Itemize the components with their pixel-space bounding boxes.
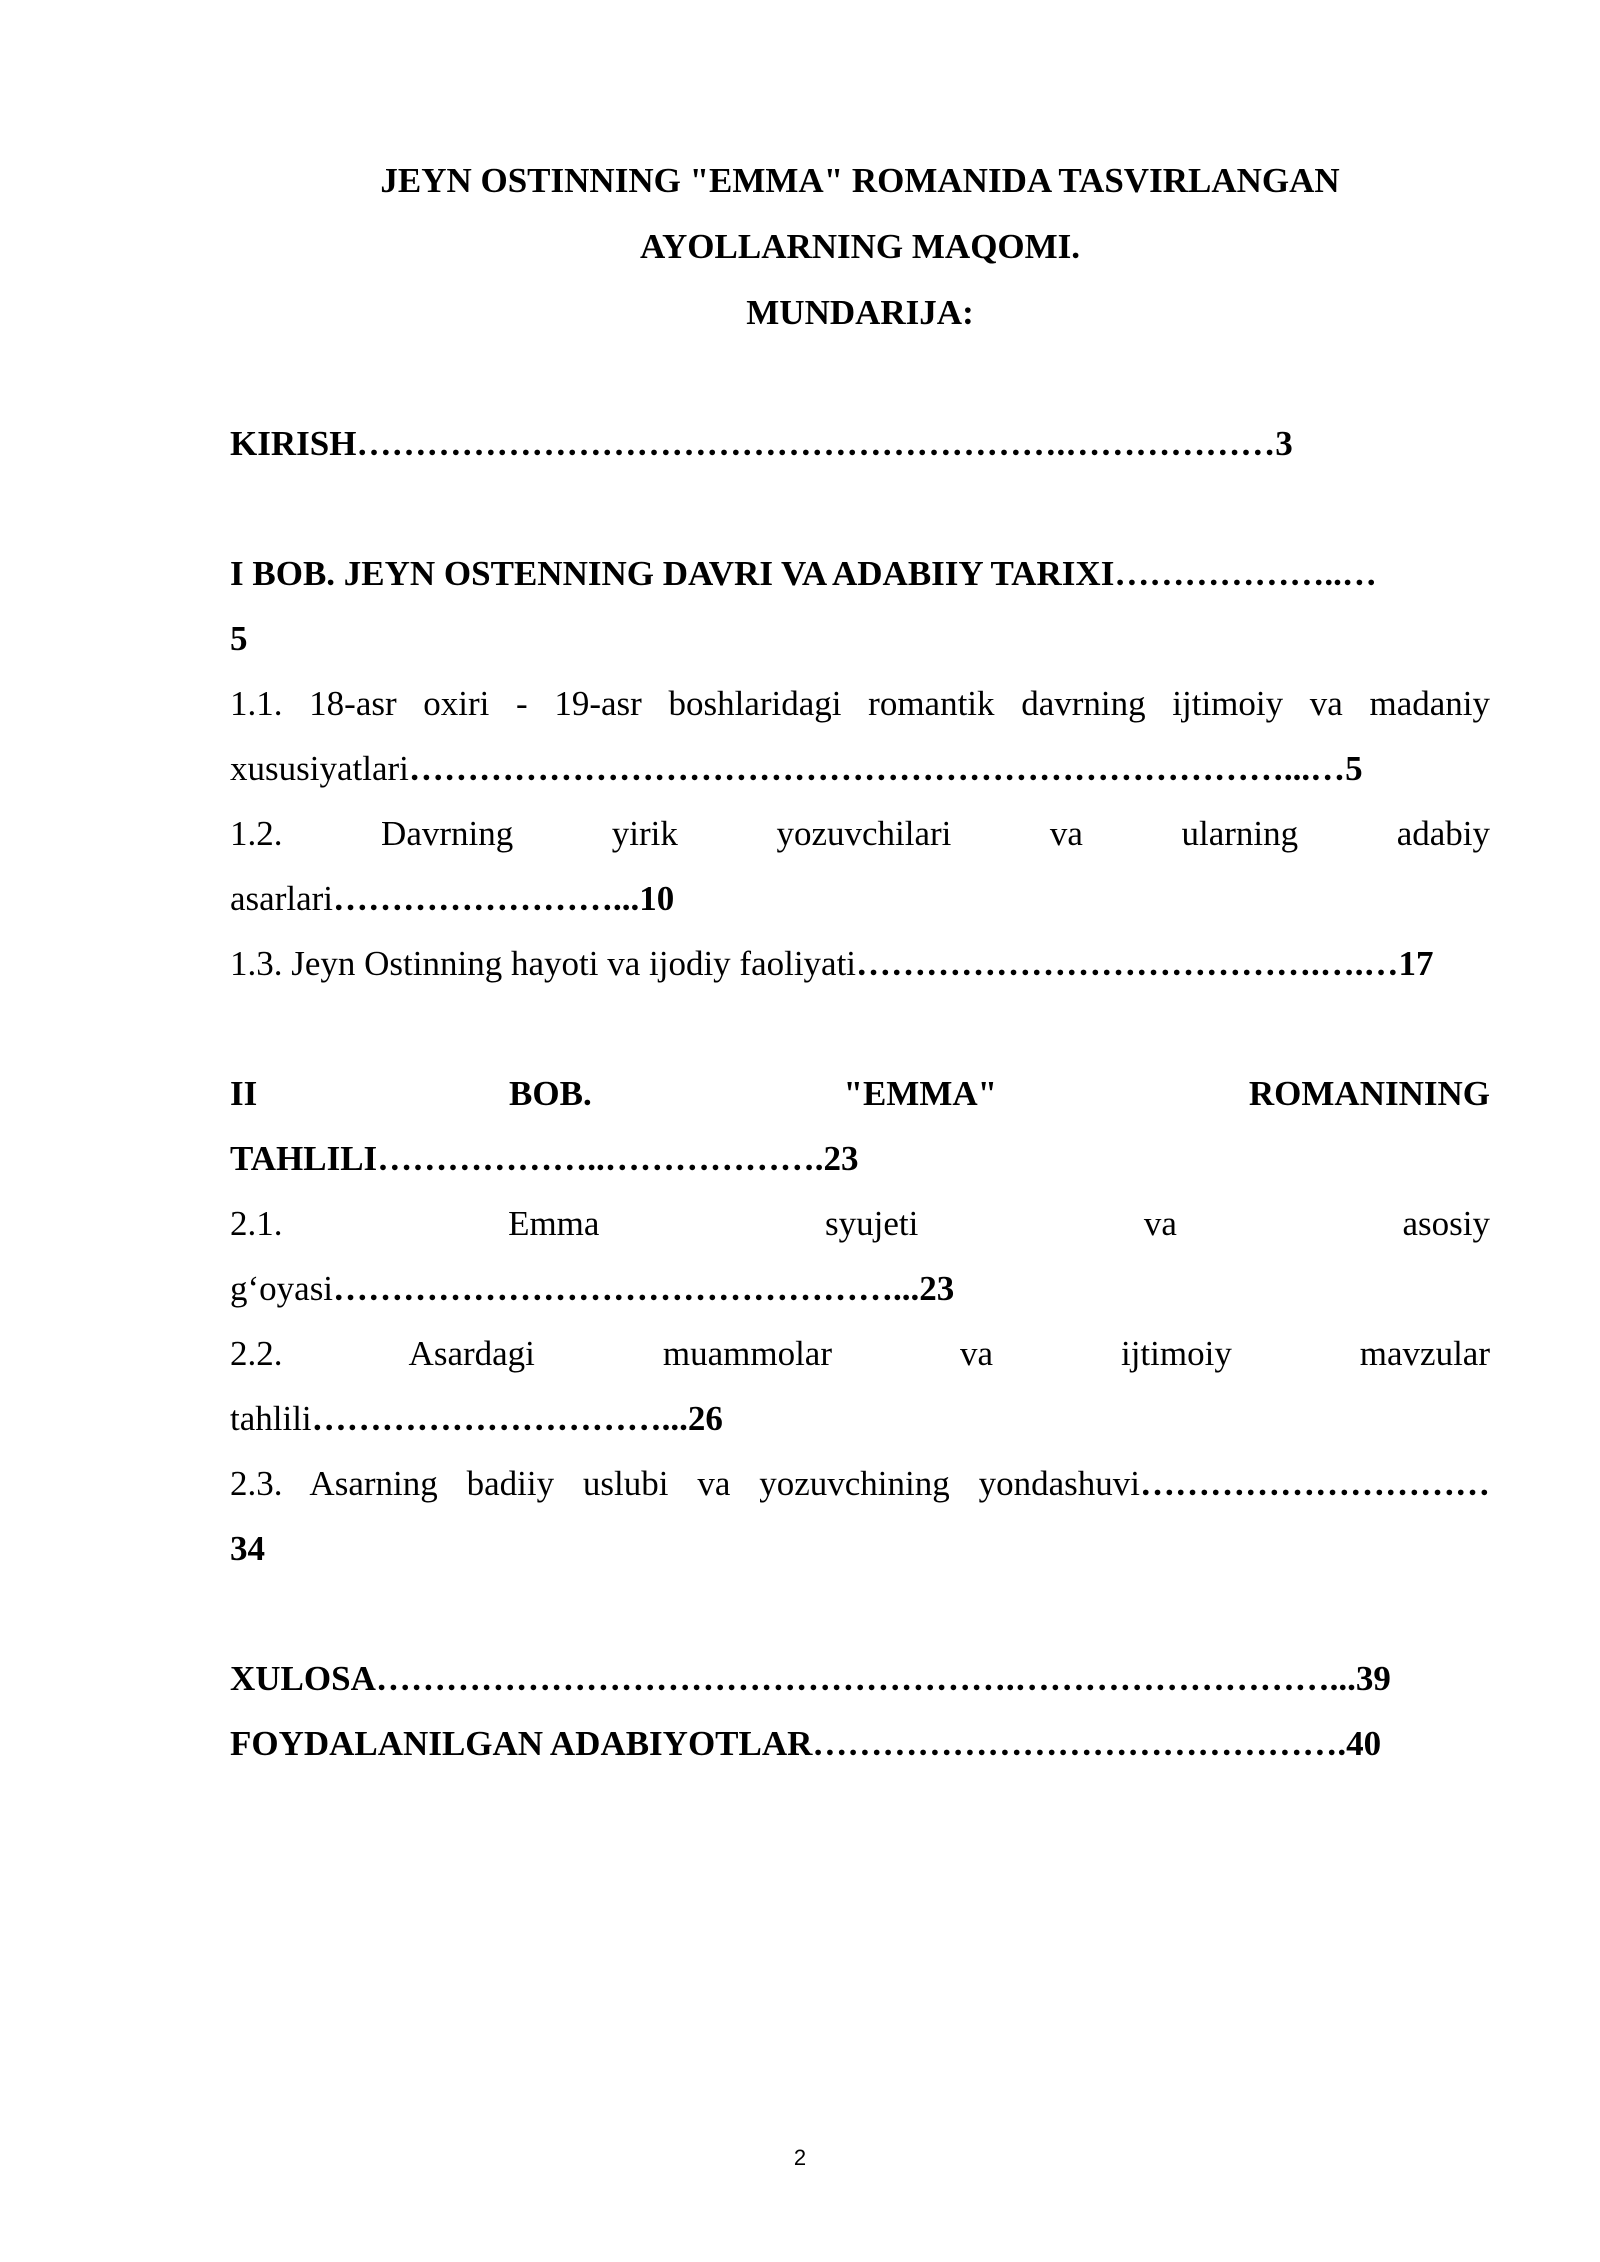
toc-entry-2-1-line-2	[230, 1256, 1490, 1321]
toc-page-number: 17	[1398, 944, 1434, 983]
toc-label: TAHLILI	[230, 1139, 378, 1178]
toc-label: 1.3. Jeyn Ostinning hayoti va ijodiy faoliyati	[230, 944, 857, 983]
toc-dots: ………………………………….….…	[856, 944, 1399, 983]
page-number: 2	[793, 2145, 807, 2170]
toc-page-number: 40	[1346, 1724, 1382, 1763]
toc-entry-1-1-line-2	[230, 736, 1490, 801]
toc-page-number: 23	[823, 1139, 859, 1178]
toc-page-number: 26	[687, 1399, 723, 1438]
toc-entry-1-2-line-1: 1.2. Davrning yirik yozuvchilari va ularning adabiy	[230, 814, 1490, 853]
toc-entry-1-1-line-1: 1.1. 18-asr oxiri - 19-asr boshlaridagi romantik davrning ijtimoiy va madaniy	[230, 684, 1490, 723]
toc-label: KIRISH	[230, 424, 357, 463]
toc-heading: MUNDARIJA:	[746, 293, 974, 332]
toc-label: asarlari	[230, 879, 333, 918]
toc-entry-kirish	[230, 411, 1490, 476]
toc-label: XULOSA	[230, 1659, 376, 1698]
toc-page-number: 5	[230, 619, 248, 658]
toc-dots: ………………..…	[1114, 554, 1377, 593]
toc-entry-2-2-line-2	[230, 1386, 1490, 1451]
toc-entry-2-3	[230, 1451, 1490, 1516]
toc-page-number: 10	[639, 879, 675, 918]
title-line-1: JEYN OSTINNING "EMMA" ROMANIDA TASVIRLANGAN	[380, 161, 1340, 200]
toc-entry-2-1-line-1: 2.1. Emma syujeti va asosiy	[230, 1204, 1490, 1243]
toc-dots: …………………………………………………….………………	[356, 424, 1276, 463]
toc-label: FOYDALANILGAN ADABIYOTLAR	[230, 1724, 813, 1763]
toc-dots: ………………..……………….	[377, 1139, 824, 1178]
toc-page-number: 3	[1275, 424, 1293, 463]
toc-page-number: 39	[1355, 1659, 1391, 1698]
toc-label: I BOB. JEYN OSTENNING DAVRI VA ADABIIY TARIXI	[230, 554, 1115, 593]
toc-page-number: 23	[919, 1269, 955, 1308]
toc-dots: ……………………………………………….………………………...	[375, 1659, 1356, 1698]
toc-dots: ……………………...	[332, 879, 640, 918]
toc-entry-chapter-1	[230, 541, 1490, 606]
page-content	[230, 148, 1490, 1776]
toc-page-number: 5	[1345, 749, 1363, 788]
toc-label: xususiyatlari	[230, 749, 409, 788]
toc-dots: …………………………...	[311, 1399, 688, 1438]
toc-entry-1-3	[230, 931, 1490, 996]
toc-label: g‘oyasi	[230, 1269, 334, 1308]
toc-label: 2.3. Asarning badiiy uslubi va yozuvchining yondashuvi	[230, 1464, 1140, 1503]
toc-dots: ……………………………………….	[812, 1724, 1347, 1763]
toc-entry-chapter-2-line-1: II BOB. "EMMA" ROMANINING	[230, 1074, 1490, 1113]
toc-dots: …………………………	[1140, 1464, 1490, 1503]
title-line-2: AYOLLARNING MAQOMI.	[639, 227, 1081, 266]
toc-entry-2-2-line-1: 2.2. Asardagi muammolar va ijtimoiy mavzular	[230, 1334, 1490, 1373]
toc-entry-xulosa	[230, 1646, 1490, 1711]
toc-page-number: 34	[230, 1529, 265, 1568]
toc-entry-chapter-2-line-2	[230, 1126, 1490, 1191]
toc-dots: …………………………………………...	[333, 1269, 920, 1308]
toc-dots: …………………………………………………………………...…	[408, 749, 1346, 788]
toc-label: tahlili	[230, 1399, 312, 1438]
toc-entry-bibliography	[230, 1711, 1490, 1776]
toc-entry-1-2-line-2	[230, 866, 1490, 931]
